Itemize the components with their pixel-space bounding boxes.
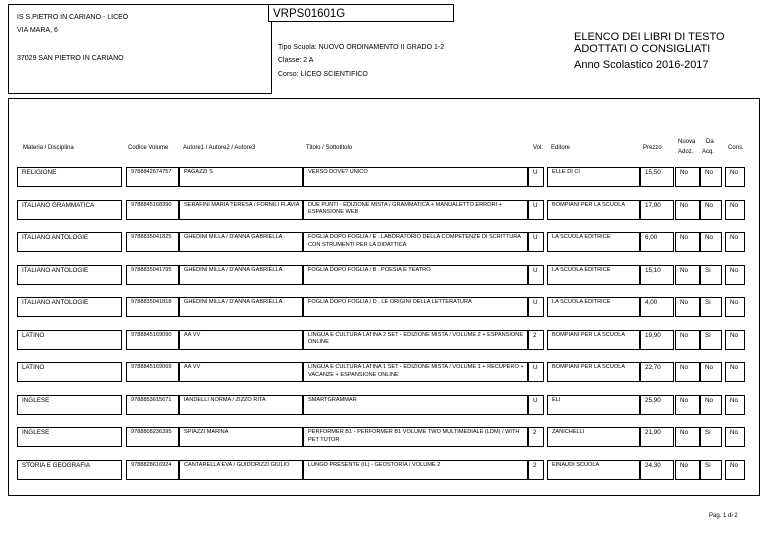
cell-text-vol: U bbox=[533, 396, 538, 404]
table-cell-titolo bbox=[303, 200, 528, 220]
cell-text-vol: U bbox=[533, 299, 538, 306]
cell-text-titolo: PERFORMER B1 - PERFORMER B1 VOLUME TWO MULTIMEDIALE (LDM) / WITH PET TUTOR bbox=[308, 429, 520, 443]
classe: Classe: 2 A bbox=[278, 57, 314, 64]
cell-text-titolo: DUE PUNTI - EDIZIONE MISTA / GRAMMATICA + MANUALETTO ERRORI + ESPANSIONE WEB bbox=[308, 201, 502, 215]
table-cell-materia bbox=[17, 167, 122, 187]
table-cell-nuova bbox=[675, 200, 700, 220]
cell-text-vol: 2 bbox=[533, 331, 537, 339]
cell-text-codice: 9788835041795 bbox=[131, 266, 172, 273]
table-cell-vol bbox=[528, 232, 544, 252]
books-table bbox=[8, 98, 760, 496]
cell-text-nuova: No bbox=[680, 364, 689, 371]
cell-text-nuova: No bbox=[680, 266, 689, 274]
school-year: Anno Scolastico 2016-2017 bbox=[574, 59, 709, 71]
table-cell-codice bbox=[126, 297, 179, 317]
cell-text-codice: 9788828616924 bbox=[131, 461, 172, 468]
cell-text-vol: U bbox=[533, 266, 538, 274]
cell-text-cons: No bbox=[730, 266, 739, 274]
cell-text-editore: BOMPIANI PER LA SCUOLA bbox=[552, 331, 626, 338]
col-vol: Vol. bbox=[533, 145, 544, 151]
cell-text-editore: LA SCUOLA EDITRICE bbox=[552, 299, 611, 305]
table-cell-da bbox=[700, 362, 722, 382]
table-cell-cons bbox=[725, 460, 745, 480]
cell-text-codice: 9788845169069 bbox=[131, 364, 172, 370]
table-cell-codice bbox=[126, 200, 179, 220]
cell-text-cons: No bbox=[730, 234, 739, 241]
table-cell-cons bbox=[725, 167, 745, 187]
table-cell-autori bbox=[179, 395, 303, 415]
cell-text-nuova: No bbox=[680, 461, 689, 469]
table-cell-nuova bbox=[675, 232, 700, 252]
cell-text-prezzo: 21,90 bbox=[645, 429, 661, 436]
cell-text-codice: 9788835041818 bbox=[131, 299, 172, 305]
table-cell-autori bbox=[179, 200, 303, 220]
table-cell-prezzo bbox=[640, 427, 674, 447]
table-cell-titolo bbox=[303, 232, 528, 252]
school-name: IS S.PIETRO IN CARIANO - LICEO bbox=[17, 14, 129, 21]
table-cell-nuova bbox=[675, 167, 700, 187]
table-cell-cons bbox=[725, 362, 745, 382]
cell-text-autori: GHEDINI MILLA / D'ANNA GABRIELLA bbox=[184, 299, 283, 305]
cell-text-codice: 9788835041825 bbox=[131, 234, 172, 240]
table-cell-codice bbox=[126, 265, 179, 285]
table-cell-vol bbox=[528, 330, 544, 350]
table-cell-editore bbox=[547, 460, 640, 480]
col-prezzo: Prezzo bbox=[643, 145, 662, 151]
table-cell-da bbox=[700, 265, 722, 285]
col-codice: Codice Volume bbox=[128, 145, 169, 151]
table-cell-vol bbox=[528, 362, 544, 382]
cell-text-materia: ITALIANO ANTOLOGIE bbox=[22, 234, 89, 241]
table-cell-titolo bbox=[303, 330, 528, 350]
table-cell-materia bbox=[17, 200, 122, 220]
cell-text-da: Si bbox=[705, 331, 711, 339]
tipo-scuola: Tipo Scuola: NUOVO ORDINAMENTO II GRADO 1-2 bbox=[278, 44, 445, 51]
cell-text-da: Si bbox=[705, 299, 711, 306]
cell-text-nuova: No bbox=[680, 429, 689, 436]
cell-text-materia: LATINO bbox=[22, 331, 45, 339]
cell-text-autori: GHEDINI MILLA / D'ANNA GABRIELLA bbox=[184, 234, 283, 240]
cell-text-cons: No bbox=[730, 364, 739, 371]
cell-text-editore: ELI bbox=[552, 396, 561, 403]
table-cell-autori bbox=[179, 427, 303, 447]
table-cell-cons bbox=[725, 297, 745, 317]
cell-text-autori: PAGAZZI S bbox=[184, 169, 213, 175]
table-cell-editore bbox=[547, 200, 640, 220]
col-titolo: Titolo / Sottotitolo bbox=[306, 145, 353, 151]
cell-text-cons: No bbox=[730, 429, 739, 436]
table-cell-autori bbox=[179, 232, 303, 252]
table-cell-editore bbox=[547, 297, 640, 317]
col-cons: Cons. bbox=[728, 145, 744, 151]
col-nuova: Nuova bbox=[678, 139, 696, 145]
table-cell-da bbox=[700, 232, 722, 252]
table-cell-nuova bbox=[675, 460, 700, 480]
cell-text-autori: AA VV bbox=[184, 331, 201, 338]
table-cell-cons bbox=[725, 330, 745, 350]
table-cell-vol bbox=[528, 297, 544, 317]
doc-title-line2: ADOTTATI O CONSIGLIATI bbox=[574, 43, 711, 55]
table-cell-editore bbox=[547, 265, 640, 285]
table-cell-prezzo bbox=[640, 232, 674, 252]
table-cell-materia bbox=[17, 265, 122, 285]
col-materia: Materia / Disciplina bbox=[23, 145, 74, 151]
cell-text-autori: SERAFINI MARIA TERESA / FORNILI FLAVIA bbox=[184, 201, 300, 208]
cell-text-prezzo: 25,90 bbox=[645, 396, 661, 404]
table-cell-prezzo bbox=[640, 330, 674, 350]
table-cell-codice bbox=[126, 330, 179, 350]
table-cell-da bbox=[700, 330, 722, 350]
cell-text-nuova: No bbox=[680, 169, 689, 176]
col-acq: Acq. bbox=[702, 149, 715, 155]
table-cell-nuova bbox=[675, 297, 700, 317]
cell-text-materia: RELIGIONE bbox=[22, 169, 57, 176]
table-cell-codice bbox=[126, 427, 179, 447]
table-cell-autori bbox=[179, 362, 303, 382]
table-cell-materia bbox=[17, 460, 122, 480]
table-cell-prezzo bbox=[640, 167, 674, 187]
table-cell-titolo bbox=[303, 460, 528, 480]
table-cell-titolo bbox=[303, 265, 528, 285]
cell-text-materia: ITALIANO ANTOLOGIE bbox=[22, 266, 89, 274]
cell-text-prezzo: 15,10 bbox=[645, 266, 661, 274]
corso: Corso: LICEO SCIENTIFICO bbox=[278, 71, 368, 78]
cell-text-da: No bbox=[705, 234, 714, 241]
table-cell-da bbox=[700, 427, 722, 447]
cell-text-materia: ITALIANO ANTOLOGIE bbox=[22, 299, 89, 306]
table-cell-titolo bbox=[303, 167, 528, 187]
cell-text-codice: 9788845168390 bbox=[131, 201, 172, 208]
school-address: VIA MARA, 6 bbox=[17, 27, 58, 34]
table-cell-nuova bbox=[675, 362, 700, 382]
table-cell-editore bbox=[547, 330, 640, 350]
table-cell-vol bbox=[528, 200, 544, 220]
cell-text-prezzo: 15,50 bbox=[645, 169, 661, 176]
table-cell-prezzo bbox=[640, 362, 674, 382]
doc-title-line1: ELENCO DEI LIBRI DI TESTO bbox=[574, 31, 725, 43]
table-cell-nuova bbox=[675, 427, 700, 447]
cell-text-cons: No bbox=[730, 461, 739, 469]
table-cell-cons bbox=[725, 395, 745, 415]
cell-text-editore: LA SCUOLA EDITRICE bbox=[552, 234, 611, 240]
table-cell-prezzo bbox=[640, 297, 674, 317]
cell-text-cons: No bbox=[730, 169, 739, 176]
cell-text-da: No bbox=[705, 396, 714, 404]
table-cell-materia bbox=[17, 362, 122, 382]
table-cell-autori bbox=[179, 297, 303, 317]
cell-text-editore: ZANICHELLI bbox=[552, 429, 585, 435]
cell-text-titolo: VERSO DOVE? UNICO bbox=[308, 169, 368, 175]
col-editore: Editore bbox=[551, 145, 571, 151]
cell-text-prezzo: 17,90 bbox=[645, 201, 661, 209]
table-cell-nuova bbox=[675, 330, 700, 350]
table-cell-cons bbox=[725, 265, 745, 285]
cell-text-vol: U bbox=[533, 234, 538, 241]
cell-text-da: Si bbox=[705, 266, 711, 274]
table-cell-editore bbox=[547, 232, 640, 252]
cell-text-autori: CANTARELLA EVA / GUIDORIZZI GIULIO bbox=[184, 461, 290, 468]
col-da: Da bbox=[706, 139, 714, 145]
table-cell-materia bbox=[17, 297, 122, 317]
cell-text-da: No bbox=[705, 169, 714, 176]
table-cell-codice bbox=[126, 232, 179, 252]
cell-text-prezzo: 22,70 bbox=[645, 364, 661, 371]
table-cell-autori bbox=[179, 265, 303, 285]
cell-text-codice: 9788845169090 bbox=[131, 331, 172, 338]
table-cell-codice bbox=[126, 362, 179, 382]
table-cell-titolo bbox=[303, 395, 528, 415]
table-cell-materia bbox=[17, 395, 122, 415]
table-cell-autori bbox=[179, 330, 303, 350]
table-cell-codice bbox=[126, 167, 179, 187]
col-adoz: Adoz. bbox=[678, 149, 694, 155]
table-cell-da bbox=[700, 460, 722, 480]
cell-text-da: Si bbox=[705, 429, 711, 436]
cell-text-titolo: SMARTGRAMMAR bbox=[308, 396, 357, 403]
table-cell-vol bbox=[528, 395, 544, 415]
table-cell-vol bbox=[528, 460, 544, 480]
cell-text-editore: ELLE DI CI bbox=[552, 169, 580, 175]
table-cell-da bbox=[700, 297, 722, 317]
table-cell-editore bbox=[547, 167, 640, 187]
cell-text-autori: GHEDINI MILLA / D'ANNA GABRIELLA bbox=[184, 266, 283, 273]
cell-text-nuova: No bbox=[680, 201, 689, 209]
cell-text-materia: INGLESE bbox=[22, 396, 50, 404]
table-cell-vol bbox=[528, 167, 544, 187]
cell-text-titolo: FOGLIA DOPO FOGLIA / D . LE ORIGINI DELLA LETTERATURA bbox=[308, 299, 472, 305]
cell-text-vol: 2 bbox=[533, 461, 537, 469]
cell-text-da: No bbox=[705, 201, 714, 209]
cell-text-nuova: No bbox=[680, 331, 689, 339]
cell-text-nuova: No bbox=[680, 299, 689, 306]
cell-text-cons: No bbox=[730, 331, 739, 339]
table-cell-materia bbox=[17, 232, 122, 252]
table-cell-titolo bbox=[303, 297, 528, 317]
cell-text-codice: 9788808236395 bbox=[131, 429, 172, 435]
cell-text-cons: No bbox=[730, 396, 739, 404]
cell-text-da: Si bbox=[705, 461, 711, 469]
table-cell-codice bbox=[126, 460, 179, 480]
table-cell-nuova bbox=[675, 395, 700, 415]
table-cell-nuova bbox=[675, 265, 700, 285]
cell-text-titolo: FOGLIA DOPO FOGLIA / B . POESIA E TEATRO bbox=[308, 266, 431, 273]
table-cell-prezzo bbox=[640, 460, 674, 480]
table-cell-prezzo bbox=[640, 200, 674, 220]
table-cell-cons bbox=[725, 427, 745, 447]
cell-text-codice: 9788853615671 bbox=[131, 396, 172, 403]
cell-text-titolo: LINGUA E CULTURA LATINA 2 SET - EDIZIONE MISTA / VOLUME 2 + ESPANSIONE ONLINE bbox=[308, 331, 524, 345]
table-cell-materia bbox=[17, 330, 122, 350]
cell-text-titolo: LUNGO PRESENTE (IL) - GEOSTORIA / VOLUME 2 bbox=[308, 461, 441, 468]
table-cell-materia bbox=[17, 427, 122, 447]
cell-text-autori: AA VV bbox=[184, 364, 201, 370]
cell-text-materia: ITALIANO GRAMMATICA bbox=[22, 201, 95, 209]
cell-text-prezzo: 4,00 bbox=[645, 299, 658, 306]
table-cell-titolo bbox=[303, 427, 528, 447]
cell-text-prezzo: 24,30 bbox=[645, 461, 661, 469]
cell-text-vol: 2 bbox=[533, 429, 537, 436]
table-cell-codice bbox=[126, 395, 179, 415]
table-cell-editore bbox=[547, 362, 640, 382]
school-info-box bbox=[8, 4, 272, 94]
page-number: Pag. 1 di 2 bbox=[709, 513, 738, 519]
cell-text-prezzo: 6,00 bbox=[645, 234, 658, 241]
cell-text-materia: STORIA E GEOGRAFIA bbox=[22, 461, 91, 469]
cell-text-vol: U bbox=[533, 364, 538, 371]
table-cell-vol bbox=[528, 427, 544, 447]
table-cell-da bbox=[700, 395, 722, 415]
table-cell-vol bbox=[528, 265, 544, 285]
cell-text-cons: No bbox=[730, 299, 739, 306]
table-cell-editore bbox=[547, 395, 640, 415]
cell-text-materia: INGLESE bbox=[22, 429, 50, 436]
table-cell-titolo bbox=[303, 362, 528, 382]
cell-text-nuova: No bbox=[680, 396, 689, 404]
col-autori: Autore1 / Autore2 / Autore3 bbox=[183, 145, 256, 151]
cell-text-materia: LATINO bbox=[22, 364, 45, 371]
cell-text-codice: 9788842674757 bbox=[131, 169, 172, 175]
table-cell-prezzo bbox=[640, 395, 674, 415]
cell-text-editore: BOMPIANI PER LA SCUOLA bbox=[552, 364, 626, 370]
table-cell-editore bbox=[547, 427, 640, 447]
cell-text-vol: U bbox=[533, 169, 538, 176]
table-cell-autori bbox=[179, 460, 303, 480]
cell-text-titolo: FOGLIA DOPO FOGLIA / E . LABORATORIO DELLA COMPETENZE DI SCRITTURA CON STRUMENTI PER LA DIDATTICA bbox=[308, 234, 521, 248]
table-cell-autori bbox=[179, 167, 303, 187]
school-code: VRPS01601G bbox=[268, 4, 454, 22]
table-cell-da bbox=[700, 167, 722, 187]
cell-text-editore: BOMPIANI PER LA SCUOLA bbox=[552, 201, 626, 208]
cell-text-da: No bbox=[705, 364, 714, 371]
cell-text-vol: U bbox=[533, 201, 538, 209]
school-city: 37029 SAN PIETRO IN CARIANO bbox=[17, 55, 124, 62]
cell-text-autori: IANDELLI NORMA / ZIZZO RITA bbox=[184, 396, 266, 403]
table-cell-da bbox=[700, 200, 722, 220]
cell-text-autori: SPIAZZI MARINA bbox=[184, 429, 229, 435]
table-cell-cons bbox=[725, 200, 745, 220]
cell-text-editore: EINAUDI SCUOLA bbox=[552, 461, 600, 468]
cell-text-titolo: LINGUA E CULTURA LATINA 1 SET - EDIZIONE MISTA / VOLUME 1 + RECUPERO + VACANZE + ESPANSIONE ONLINE bbox=[308, 364, 524, 378]
cell-text-editore: LA SCUOLA EDITRICE bbox=[552, 266, 611, 273]
table-cell-cons bbox=[725, 232, 745, 252]
cell-text-prezzo: 19,90 bbox=[645, 331, 661, 339]
cell-text-cons: No bbox=[730, 201, 739, 209]
cell-text-nuova: No bbox=[680, 234, 689, 241]
table-cell-prezzo bbox=[640, 265, 674, 285]
